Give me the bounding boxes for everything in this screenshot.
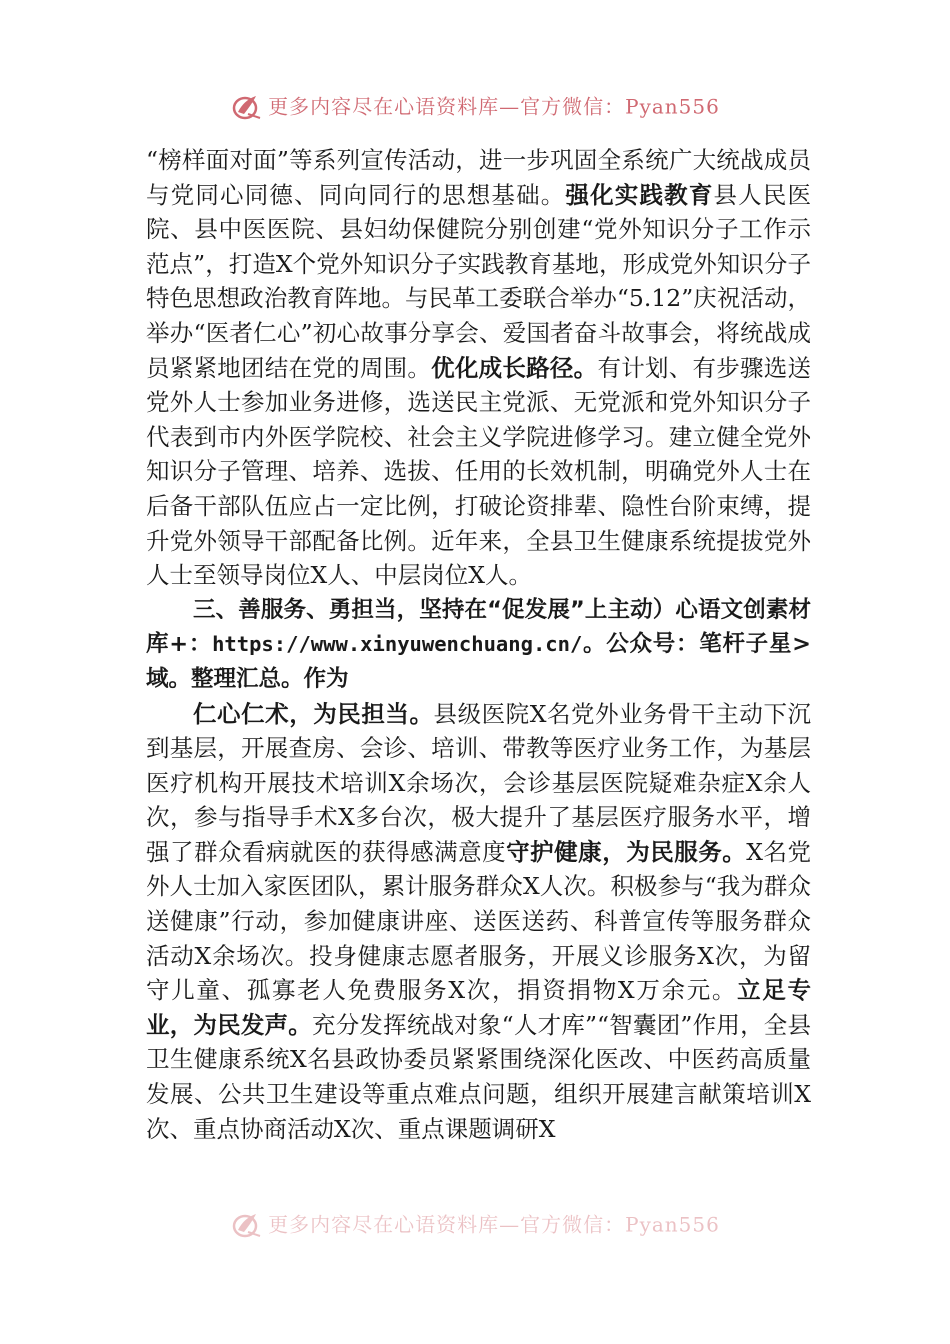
document-body bbox=[146, 143, 811, 1146]
source-url: https://www.xinyuwenchuang.cn/ bbox=[212, 632, 583, 657]
brush-logo-icon bbox=[230, 92, 264, 122]
footer-watermark bbox=[0, 1208, 950, 1238]
header-watermark bbox=[0, 90, 950, 120]
brush-logo-icon bbox=[230, 1210, 264, 1240]
paragraph-practice-education: “榜样面对面”等系列宣传活动，进一步巩固全系统广大统战成员与党同心同德、同向同行的思想基础。强化实践教育县人民医院、县中医医院、县妇幼保健院分别创建“党外知识分子工作示范点”，打造X个党外知识分子实践教育基地，形成党外知识分子特色思想政治教育阵地。与民革工委联合举办“5.12”庆祝活动，举办“医者仁心”初心故事分享会、爱国者奋斗故事会，将统战成员紧紧地团结在党的周围。优化成长路径。有计划、有步骤选送党外人士参加业务进修，选送民主党派、无党派和党外知识分子代表到市内外医学院校、社会主义学院进修学习。建立健全党外知识分子管理、培养、选拔、任用的长效机制，明确党外人士在后备干部队伍应占一定比例，打破论资排辈、隐性台阶束缚，提升党外领导干部配备比例。近年来，全县卫生健康系统提拔党外人士至领导岗位X人、中层岗位X人。 bbox=[146, 146, 812, 590]
watermark-text: 更多内容尽在心语资料库—官方微信：Pyan556 bbox=[268, 94, 720, 119]
watermark-text: 更多内容尽在心语资料库—官方微信：Pyan556 bbox=[268, 1212, 720, 1237]
paragraph-service: 仁心仁术，为民担当。县级医院X名党外业务骨干主动下沉到基层，开展查房、会诊、培训、带教等医疗业务工作，为基层医疗机构开展技术培训X余场次，会诊基层医院疑难杂症X余人次，参与指导手术X多台次，极大提升了基层医疗服务水平，增强了群众看病就医的获得感满意度守护健康，为民服务。X名党外人士加入家医团队，累计服务群众X人次。积极参与“我为群众送健康”行动，参加健康讲座、送医送药、科普宣传等服务群众活动X余场次。投身健康志愿者服务，开展义诊服务X次，为留守儿童、孤寡老人免费服务X次，捐资捐物X万余元。立足专业，为民发声。充分发挥统战对象“人才库”“智囊团”作用，全县卫生健康系统X名县政协委员紧紧围绕深化医改、中医药高质量发展、公共卫生建设等重点难点问题，组织开展建言献策培训X次、重点协商活动X次、重点课题调研X bbox=[146, 699, 812, 1143]
section-heading-three: 三、善服务、勇担当，坚持在“促发展”上主动）心语文创素材库+：https://www.xinyuwenchuang.cn/。公众号：笔杆子星>域。整理汇总。作为 bbox=[146, 596, 812, 692]
